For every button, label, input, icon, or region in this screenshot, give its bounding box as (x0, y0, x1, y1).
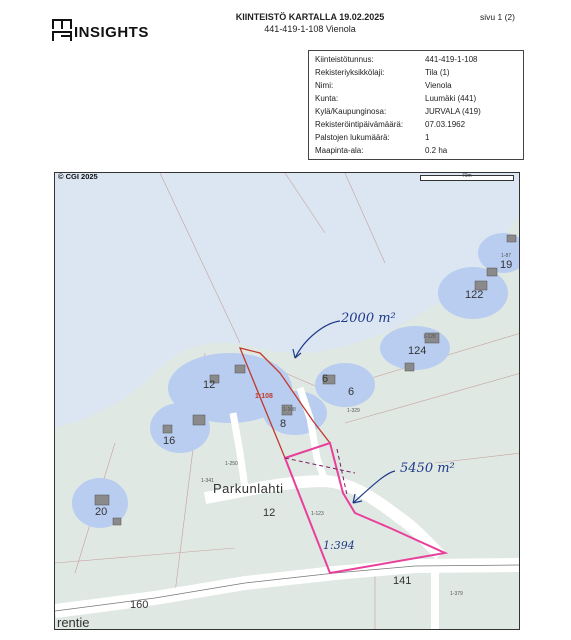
map-label-number: 20 (95, 506, 108, 518)
map-label-number: 19 (500, 259, 513, 271)
info-value: JURVALA (419) (425, 107, 481, 116)
small-parcel-code: 1-87 (501, 253, 512, 259)
info-label: Kunta: (315, 94, 339, 103)
small-parcel-code: 1-128 (423, 334, 436, 340)
map-label-number: 6 (348, 386, 355, 398)
small-parcel-code: 1-379 (450, 591, 463, 597)
map-label-number: 12 (203, 379, 216, 391)
logo-text: INSIGHTS (74, 24, 149, 41)
handwritten-parcel-code: 1:394 (323, 539, 355, 552)
scale-label: 70m (462, 173, 472, 179)
info-value: Luumäki (441) (425, 94, 477, 103)
map-label-number: 141 (393, 575, 412, 587)
document-subtitle: 441-419-1-108 Vienola (264, 24, 356, 34)
info-label: Maapinta-ala: (315, 146, 364, 155)
map-canvas (55, 173, 520, 630)
info-label: Kylä/Kaupunginosa: (315, 107, 387, 116)
property-map[interactable] (54, 172, 520, 630)
info-row (315, 93, 520, 104)
place-name-parkunlahti: Parkunlahti (213, 481, 284, 496)
info-value: 441-419-1-108 (425, 55, 478, 64)
info-row (315, 67, 520, 78)
small-parcel-code: 1-329 (347, 408, 360, 414)
info-value: 0.2 ha (425, 146, 448, 155)
map-label-number: 160 (130, 599, 149, 611)
info-value: 1 (425, 133, 430, 142)
road-name: rentie (57, 615, 90, 630)
parcel-code-label: 1:108 (255, 393, 273, 400)
info-row (315, 54, 520, 65)
info-row (315, 106, 520, 117)
info-value: Vienola (425, 81, 452, 90)
alma-insights-logo (52, 19, 152, 43)
info-label: Nimi: (315, 81, 334, 90)
info-label: Palstojen lukumäärä: (315, 133, 390, 142)
map-label-number: 8 (280, 418, 287, 430)
handwritten-area-5450: 5450 m² (400, 461, 455, 476)
map-copyright: © CGI 2025 (58, 172, 98, 181)
alma-logo-icon (52, 19, 72, 41)
map-label-number: 6 (322, 373, 329, 385)
small-parcel-code: 1-123 (311, 511, 324, 517)
handwritten-area-2000: 2000 m² (341, 311, 396, 326)
map-label-number: 124 (408, 345, 427, 357)
map-label-number: 16 (163, 435, 176, 447)
info-value: Tila (1) (425, 68, 450, 77)
info-row (315, 119, 520, 130)
info-row (315, 80, 520, 91)
info-row (315, 132, 520, 143)
info-value: 07.03.1962 (425, 120, 466, 129)
property-info-table (308, 50, 524, 160)
info-label: Kiinteistötunnus: (315, 55, 374, 64)
document-title: KIINTEISTÖ KARTALLA 19.02.2025 (235, 12, 385, 22)
small-parcel-code: 1-341 (201, 478, 214, 484)
small-parcel-code: 1-108 (283, 407, 296, 413)
page-number: sivu 1 (2) (480, 12, 515, 22)
map-label-number: 12 (263, 507, 276, 519)
small-parcel-code: 1-250 (225, 461, 238, 467)
info-label: Rekisteröintipäivämäärä: (315, 120, 404, 129)
info-label: Rekisteriyksikkölaji: (315, 68, 385, 77)
info-row (315, 145, 520, 156)
map-label-number: 122 (465, 289, 484, 301)
